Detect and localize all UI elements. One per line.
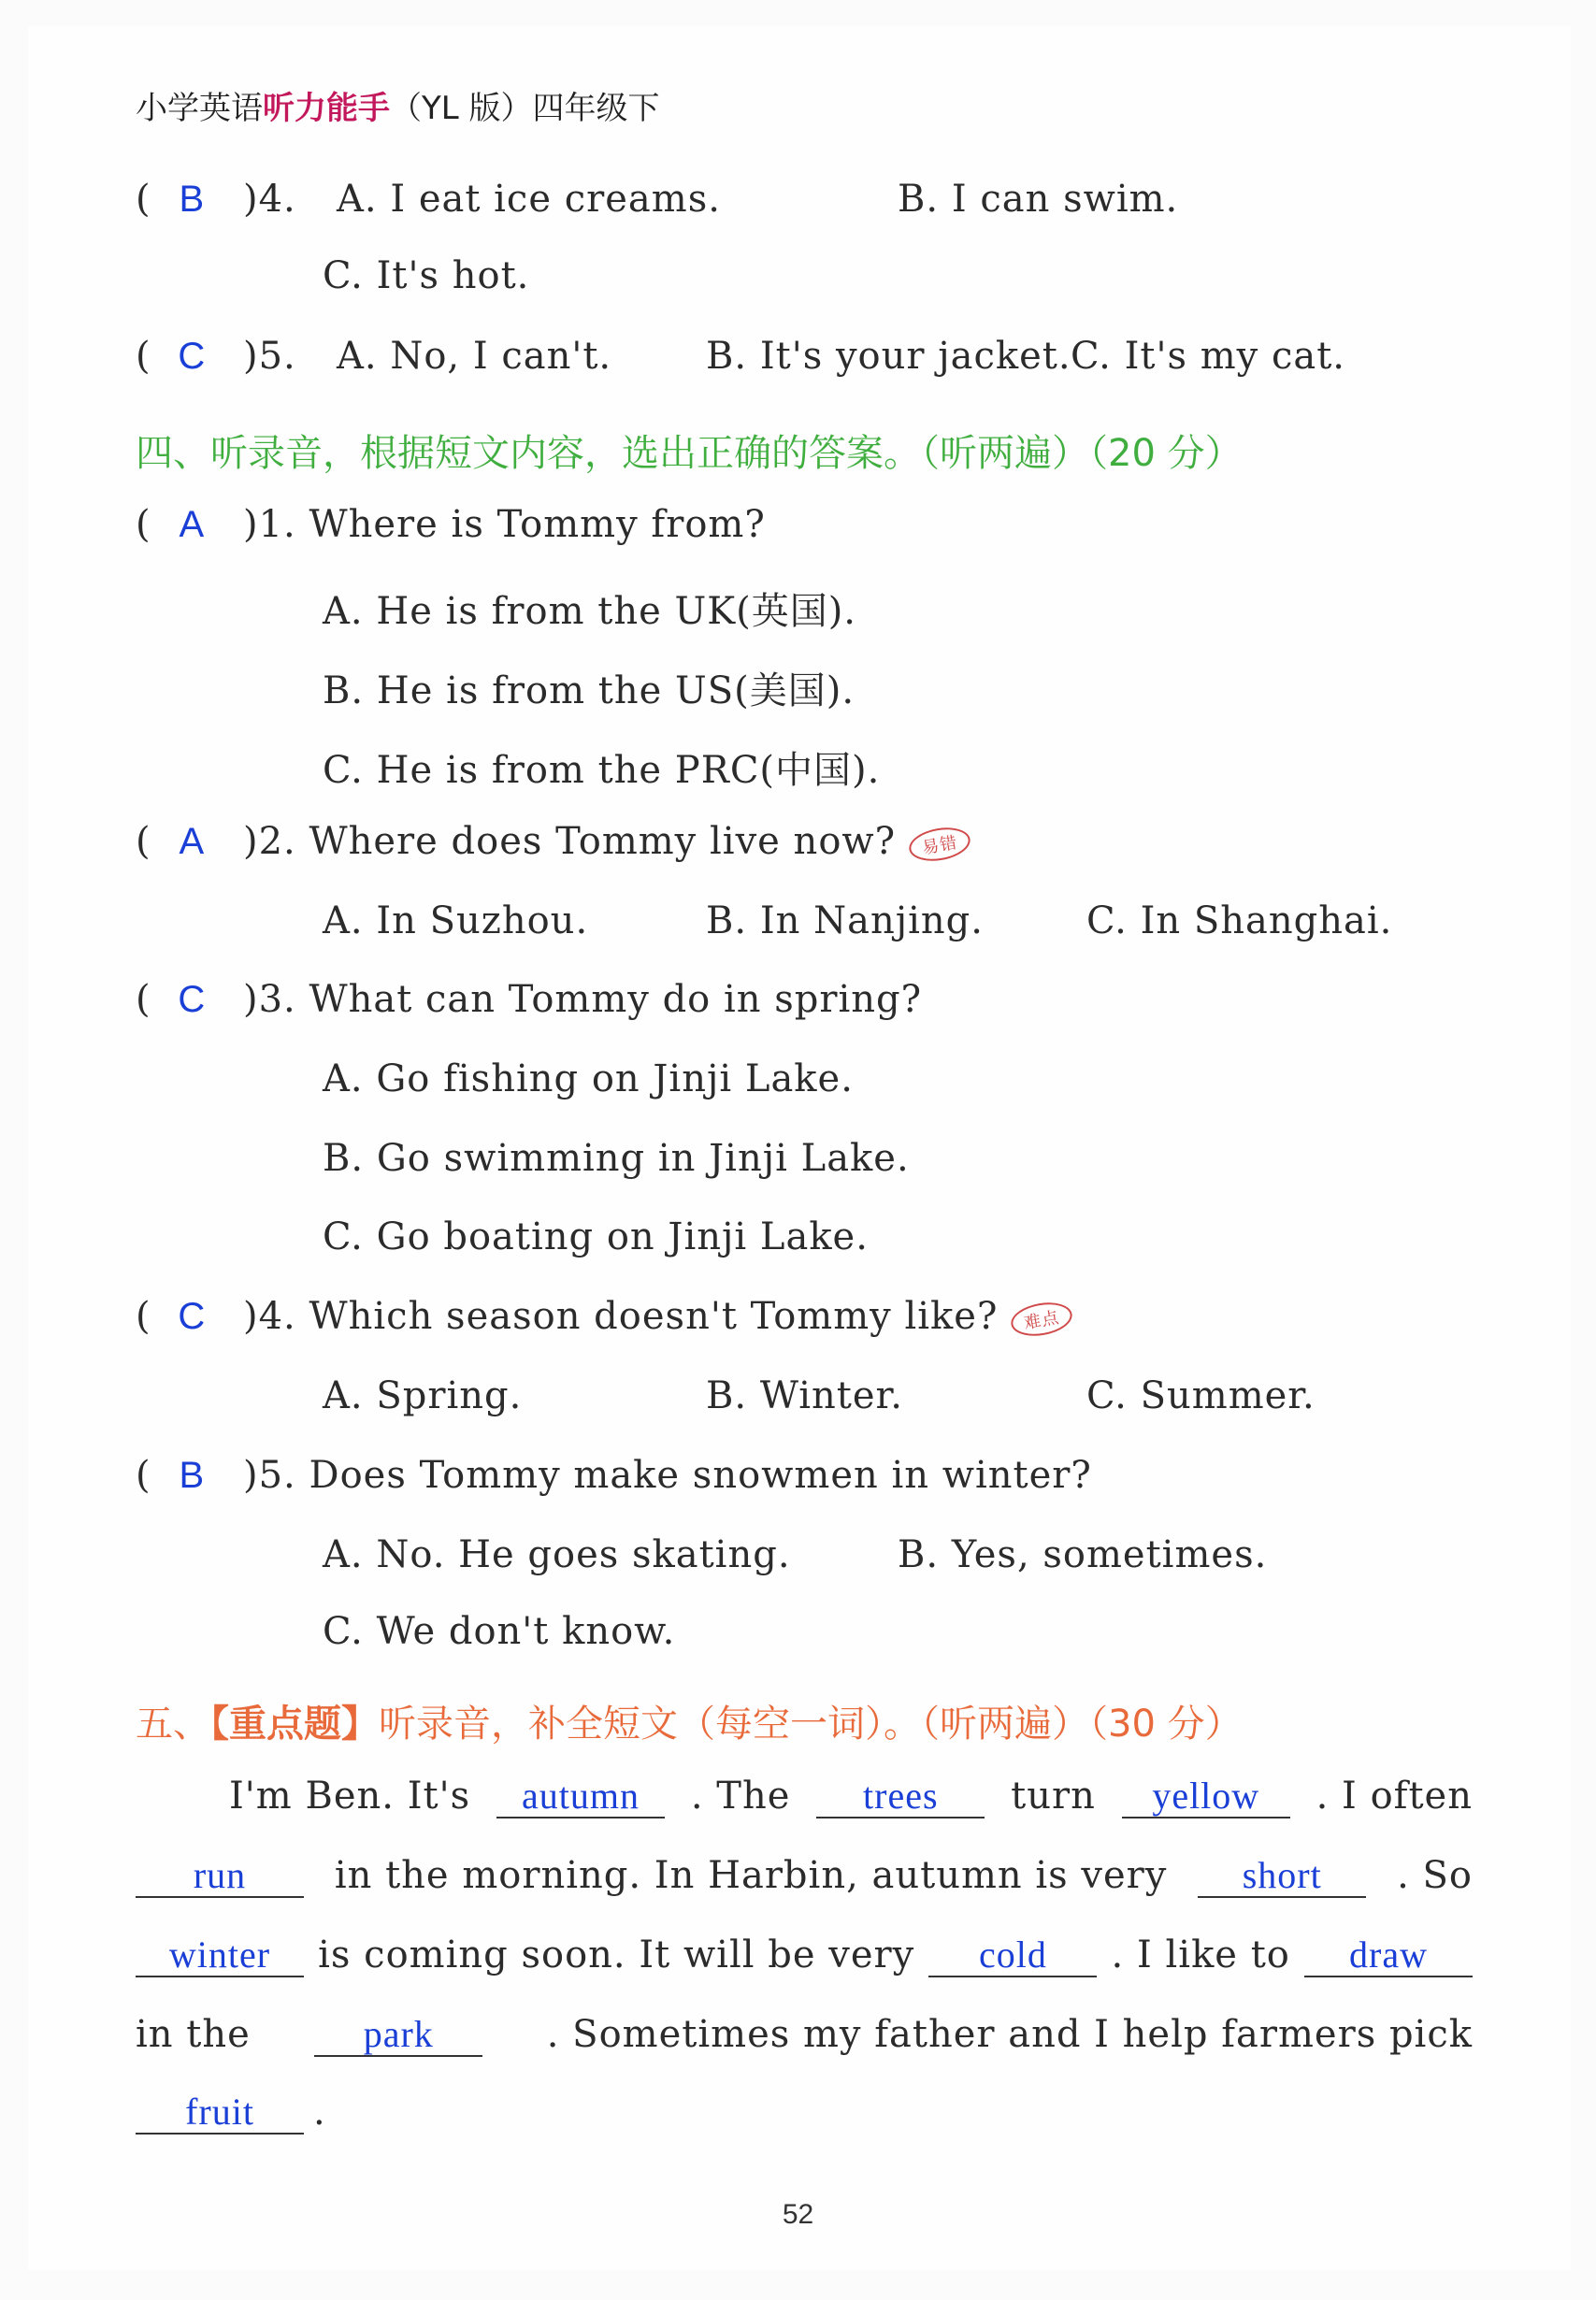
option-a: A. No, I can't. <box>337 335 612 378</box>
question-number: )5. <box>243 1454 296 1497</box>
difficult-point-tag: 难点 <box>1009 1299 1075 1341</box>
option-b: B. In Nanjing. <box>706 899 984 942</box>
option-b: B. He is from the US(美国). <box>323 669 856 712</box>
passage-text: . Sometimes my father and I help farmers pick <box>546 2013 1473 2056</box>
header-suffix: （YL 版）四年级下 <box>390 90 660 127</box>
option-a: A. No. He goes skating. <box>323 1533 791 1576</box>
answer-blank: trees <box>816 1775 985 1818</box>
header-prefix: 小学英语 <box>136 90 263 127</box>
question-number: )1. <box>243 503 296 546</box>
passage-line-5 <box>136 2091 1473 2135</box>
passage-text: . So <box>1397 1854 1473 1897</box>
question-number: )3. <box>243 978 296 1021</box>
q3-5-row: ( C )5. <box>136 335 296 378</box>
passage-line-2 <box>136 1854 1473 1898</box>
page-header <box>136 82 660 128</box>
q4-2-row: ( A )2. Where does Tommy live now? 易错 <box>136 820 971 863</box>
answer: A <box>179 821 206 862</box>
question-text: Which season doesn't Tommy like? <box>309 1295 999 1338</box>
option-c: C. We don't know. <box>323 1610 676 1653</box>
error-prone-tag: 易错 <box>907 824 973 866</box>
answer: B <box>179 1455 206 1496</box>
answer: C <box>178 336 207 377</box>
answer-blank: run <box>136 1855 304 1898</box>
option-c: C. He is from the PRC(中国). <box>323 749 881 792</box>
option-b: B. I can swim. <box>898 178 1179 221</box>
passage-text: turn <box>1011 1775 1096 1818</box>
passage-line-1 <box>136 1775 1473 1818</box>
option-b: B. It's your jacket. <box>706 335 1071 378</box>
q3-4-row: ( B )4. <box>136 178 296 221</box>
answer-blank: yellow <box>1122 1775 1290 1818</box>
passage-text: . I often <box>1316 1775 1473 1818</box>
option-a: A. He is from the UK(英国). <box>323 590 857 633</box>
answer: B <box>179 179 206 220</box>
answer-blank: draw <box>1304 1934 1473 1977</box>
question-number: )4. <box>243 178 296 221</box>
answer-blank: park <box>314 2014 482 2057</box>
key-question-label: 【重点题】 <box>210 1703 379 1746</box>
q4-4-row: ( C )4. Which season doesn't Tommy like? 难点 <box>136 1295 1072 1338</box>
passage-text: in the <box>136 2013 251 2056</box>
option-b: B. Yes, sometimes. <box>898 1533 1268 1576</box>
option-c: C. Summer. <box>1086 1374 1316 1417</box>
passage-text: . I like to <box>1111 1933 1290 1977</box>
section-5-instruction: 听录音，补全短文（每空一词）。（听两遍）（30 分） <box>379 1703 1243 1746</box>
answer-blank: fruit <box>136 2092 304 2135</box>
header-brand: 听力能手 <box>263 90 390 127</box>
question-number: )5. <box>243 335 296 378</box>
question-text: What can Tommy do in spring? <box>309 978 923 1021</box>
answer-blank: cold <box>928 1934 1097 1977</box>
question-number: )4. <box>243 1295 296 1338</box>
answer: C <box>178 1296 207 1337</box>
q4-3-row: ( C )3. What can Tommy do in spring? <box>136 978 923 1021</box>
answer-blank: autumn <box>496 1775 665 1818</box>
answer: C <box>178 979 207 1020</box>
option-c: C. It's my cat. <box>1071 335 1346 378</box>
option-b: B. Go swimming in Jinji Lake. <box>323 1137 910 1180</box>
option-c: C. It's hot. <box>323 254 530 297</box>
q4-5-row: ( B )5. Does Tommy make snowmen in winter? <box>136 1454 1092 1497</box>
option-a: A. In Suzhou. <box>323 899 589 942</box>
page-number: 52 <box>782 2199 814 2230</box>
option-a: A. I eat ice creams. <box>337 178 721 221</box>
answer: A <box>179 504 206 545</box>
option-a: A. Spring. <box>323 1374 523 1417</box>
answer-blank: short <box>1198 1855 1366 1898</box>
passage-text: in the morning. In Harbin, autumn is very <box>334 1854 1168 1897</box>
passage-text: is coming soon. It will be very <box>318 1933 915 1977</box>
passage-line-4 <box>136 2013 1473 2057</box>
passage-line-3 <box>136 1933 1473 1977</box>
option-a: A. Go fishing on Jinji Lake. <box>323 1057 854 1100</box>
section-4-title: 四、听录音，根据短文内容，选出正确的答案。（听两遍）（20 分） <box>136 432 1243 475</box>
question-number: )2. <box>243 820 296 863</box>
passage-text: . The <box>690 1775 791 1818</box>
option-c: C. Go boating on Jinji Lake. <box>323 1215 869 1258</box>
option-b: B. Winter. <box>706 1374 903 1417</box>
question-text: Does Tommy make snowmen in winter? <box>309 1454 1092 1497</box>
passage-text: I'm Ben. It's <box>229 1775 471 1818</box>
passage-text: . <box>313 2091 326 2134</box>
section-5-number: 五、 <box>136 1703 210 1746</box>
question-text: Where does Tommy live now? <box>309 820 897 863</box>
question-text: Where is Tommy from? <box>309 503 766 546</box>
answer-blank: winter <box>136 1934 304 1977</box>
section-5-title <box>136 1694 1243 1747</box>
option-c: C. In Shanghai. <box>1086 899 1393 942</box>
q4-1-row: ( A )1. Where is Tommy from? <box>136 503 766 546</box>
